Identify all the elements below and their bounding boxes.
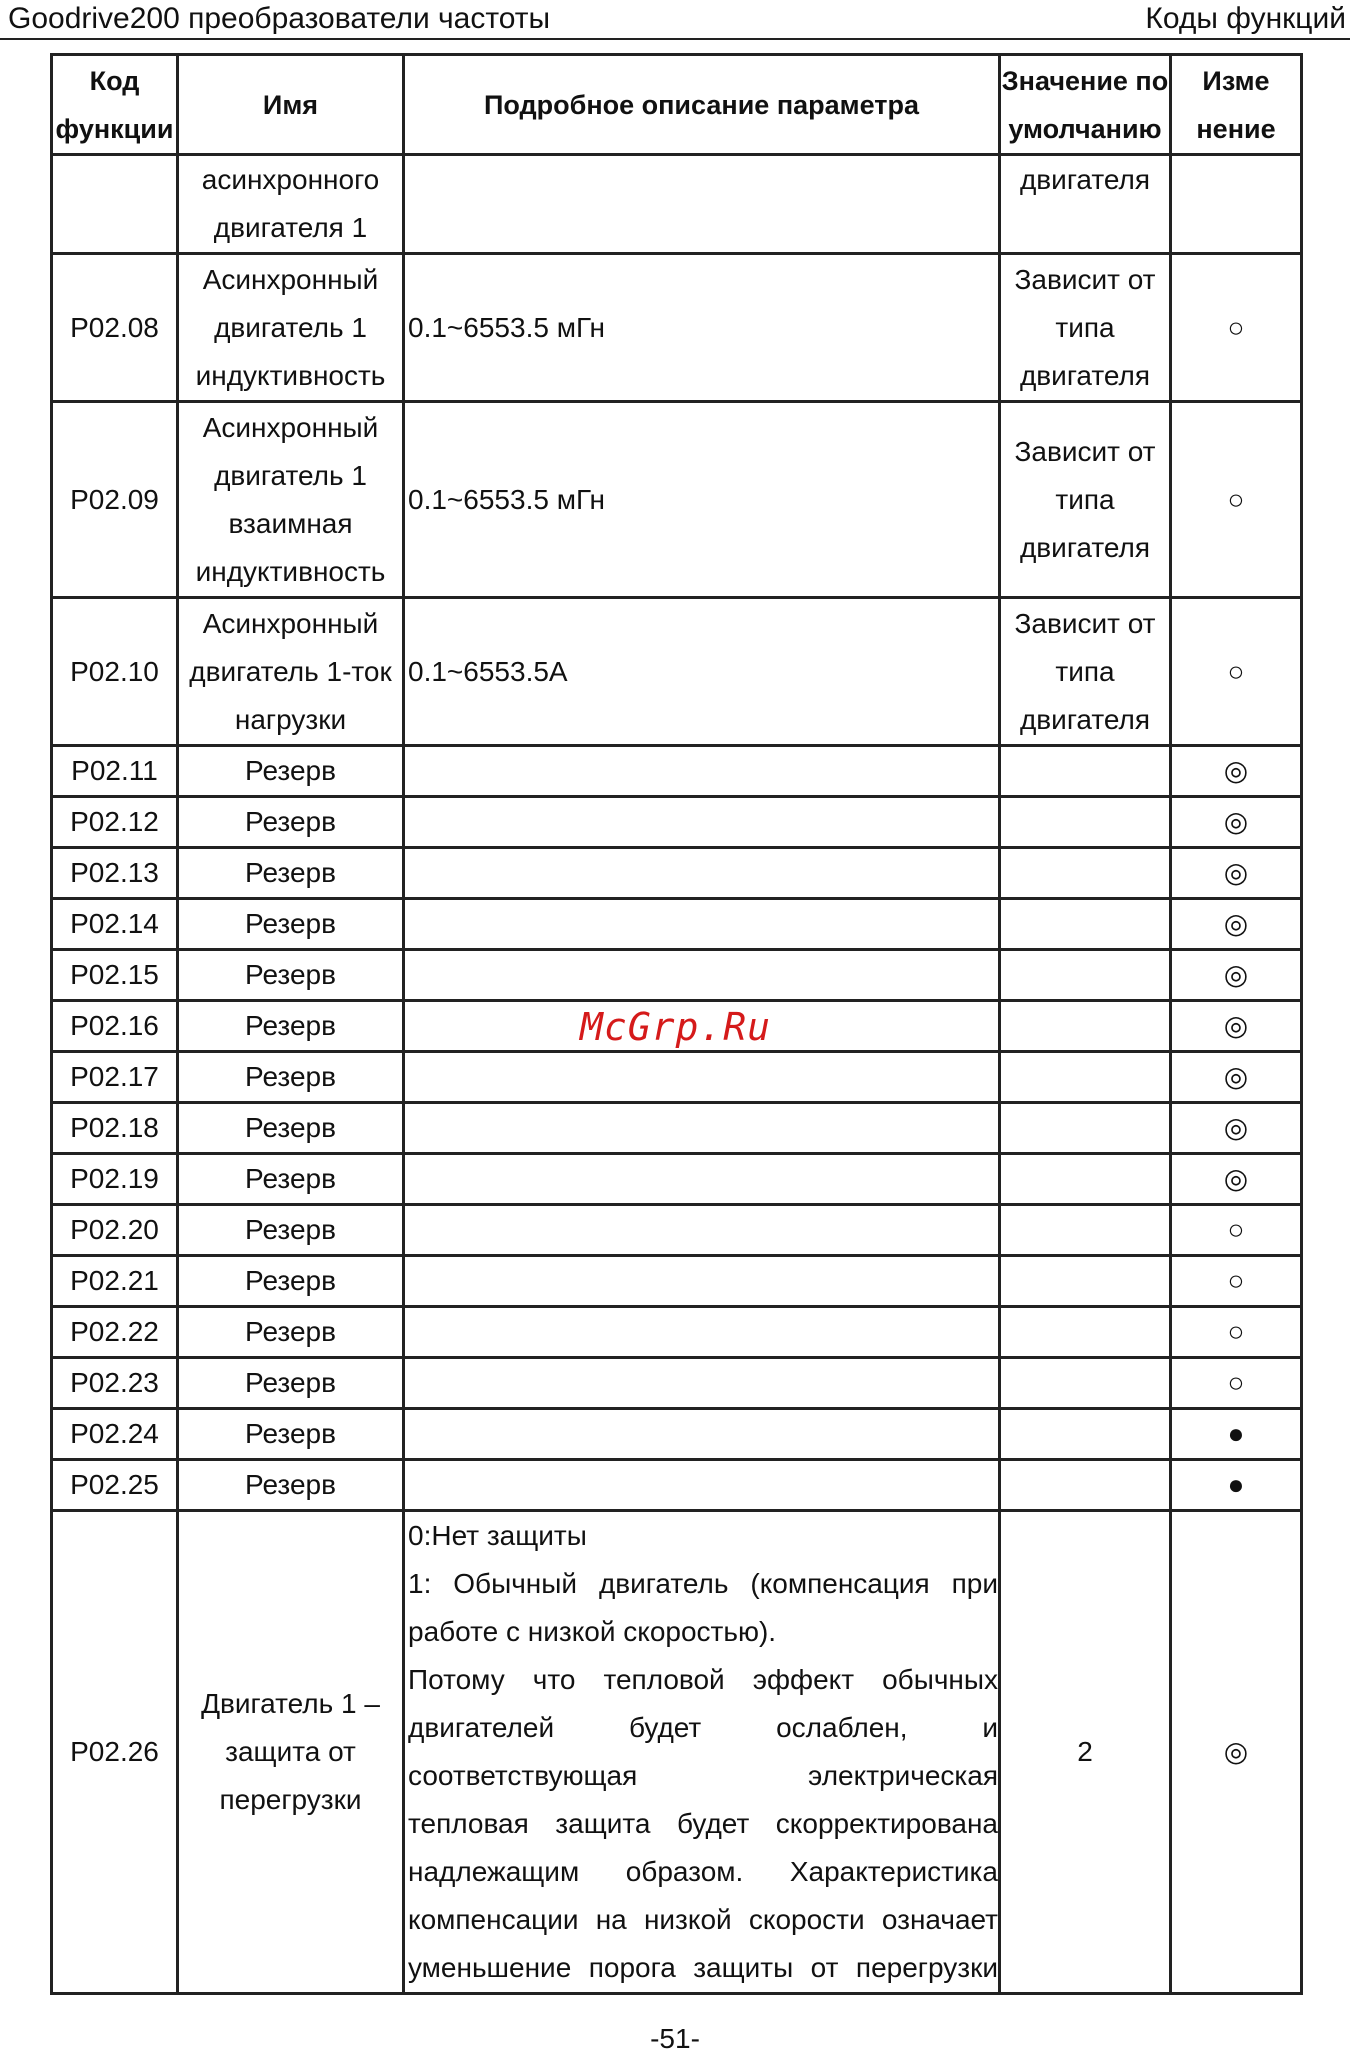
param-name-line: Резерв <box>245 1214 336 1245</box>
param-default <box>1000 848 1171 899</box>
param-name-line: Резерв <box>245 1469 336 1500</box>
param-change-symbol: ○ <box>1171 1307 1302 1358</box>
param-name <box>178 950 404 1001</box>
param-description <box>404 1256 1000 1307</box>
param-description <box>404 155 1000 254</box>
param-default <box>1000 598 1171 746</box>
param-name-line: Резерв <box>245 806 336 837</box>
param-default <box>1000 1052 1171 1103</box>
table-row <box>52 598 1302 746</box>
col-header-change-line: Изме <box>1202 65 1270 96</box>
param-description <box>404 1307 1000 1358</box>
param-code: P02.10 <box>52 598 178 746</box>
param-change-symbol: ◎ <box>1171 797 1302 848</box>
col-header-change-line: нение <box>1196 113 1276 144</box>
manual-title: Goodrive200 преобразователи частоты <box>8 2 551 35</box>
page-header <box>0 0 1350 40</box>
table-row <box>52 746 1302 797</box>
param-change-symbol: ◎ <box>1171 848 1302 899</box>
param-code <box>52 155 178 254</box>
table-row <box>52 797 1302 848</box>
param-default-line: двигателя <box>1019 531 1151 563</box>
desc-line: соответствующая электрическая <box>408 1760 998 1791</box>
col-header-change <box>1171 55 1302 155</box>
param-change-symbol: ○ <box>1171 254 1302 402</box>
param-name-line: защита от <box>225 1736 356 1767</box>
col-header-code <box>52 55 178 155</box>
col-header-description: Подробное описание параметра <box>404 55 1000 155</box>
param-description <box>404 1358 1000 1409</box>
param-name-line: Двигатель 1 – <box>201 1688 380 1719</box>
table-row <box>52 1307 1302 1358</box>
param-name-line: перегрузки <box>219 1784 362 1815</box>
param-change-symbol: ○ <box>1171 1205 1302 1256</box>
table-row <box>52 1409 1302 1460</box>
param-name-line: нагрузки <box>234 703 347 735</box>
param-name-line: Резерв <box>245 1163 336 1194</box>
param-default-line: типа <box>1055 655 1115 687</box>
param-description <box>404 746 1000 797</box>
param-code: P02.21 <box>52 1256 178 1307</box>
param-default-line: Зависит от <box>1014 435 1156 467</box>
param-name <box>178 1358 404 1409</box>
param-code: P02.18 <box>52 1103 178 1154</box>
table-row <box>52 1154 1302 1205</box>
param-name-line: Резерв <box>245 1112 336 1143</box>
section-title: Коды функций <box>1145 2 1346 35</box>
param-description <box>404 848 1000 899</box>
param-change-symbol: ○ <box>1171 402 1302 598</box>
param-name-line: Резерв <box>245 857 336 888</box>
col-header-code-line: Код <box>89 65 140 96</box>
desc-line: уменьшение порога защиты от перегрузки <box>408 1952 998 1983</box>
param-code: P02.20 <box>52 1205 178 1256</box>
param-code: P02.23 <box>52 1358 178 1409</box>
param-change-symbol: ◎ <box>1171 899 1302 950</box>
param-name <box>178 797 404 848</box>
param-name-line: двигатель 1-ток <box>189 655 392 687</box>
param-default <box>1000 402 1171 598</box>
desc-line: двигателей будет ослаблен, и <box>408 1712 998 1743</box>
param-name-line: взаимная <box>228 507 353 539</box>
param-code: P02.17 <box>52 1052 178 1103</box>
param-default-line: Зависит от <box>1014 607 1156 639</box>
desc-line: компенсации на низкой скорости означает <box>408 1904 998 1935</box>
table-row <box>52 1256 1302 1307</box>
param-name-line: двигатель 1 <box>214 311 367 343</box>
param-change-symbol: ◎ <box>1171 950 1302 1001</box>
param-name-line: двигателя 1 <box>213 212 368 243</box>
page-number: -51- <box>650 2023 700 2054</box>
col-header-code-line: функции <box>55 113 174 144</box>
param-default: 2 <box>1000 1511 1171 1994</box>
param-change-symbol: ◎ <box>1171 1001 1302 1052</box>
param-name <box>178 1154 404 1205</box>
table-row <box>52 1052 1302 1103</box>
param-name-line: Резерв <box>245 1061 336 1092</box>
param-name <box>178 1256 404 1307</box>
param-description <box>404 950 1000 1001</box>
param-code: P02.15 <box>52 950 178 1001</box>
param-default <box>1000 1103 1171 1154</box>
param-default <box>1000 254 1171 402</box>
param-name-line: Резерв <box>245 1010 336 1041</box>
param-change-symbol: ◎ <box>1171 1154 1302 1205</box>
param-change-symbol: ◎ <box>1171 1511 1302 1994</box>
param-description <box>404 1154 1000 1205</box>
param-description <box>404 1409 1000 1460</box>
param-default-line: типа <box>1055 483 1115 515</box>
param-default <box>1000 1409 1171 1460</box>
param-default <box>1000 1358 1171 1409</box>
param-name <box>178 1307 404 1358</box>
param-name-line: Резерв <box>245 1316 336 1347</box>
col-header-default-line: умолчанию <box>1008 113 1162 144</box>
desc-line: работе с низкой скоростью). <box>408 1616 777 1647</box>
param-code: P02.14 <box>52 899 178 950</box>
table-row <box>52 1205 1302 1256</box>
param-default <box>1000 1256 1171 1307</box>
param-default-line: двигателя <box>1019 164 1151 195</box>
table-row <box>52 899 1302 950</box>
param-code: P02.26 <box>52 1511 178 1994</box>
table-row-p02-26 <box>52 1511 1302 1994</box>
table-row <box>52 1460 1302 1511</box>
param-name-line: Резерв <box>245 755 336 786</box>
table-row <box>52 950 1302 1001</box>
param-default <box>1000 950 1171 1001</box>
param-change-symbol: ◎ <box>1171 746 1302 797</box>
param-name <box>178 254 404 402</box>
param-name-line: Резерв <box>245 1265 336 1296</box>
param-name <box>178 1205 404 1256</box>
param-name <box>178 1409 404 1460</box>
param-change-symbol: ○ <box>1171 1256 1302 1307</box>
param-code: P02.13 <box>52 848 178 899</box>
table-row <box>52 402 1302 598</box>
param-description: 0.1~6553.5 мГн <box>404 254 1000 402</box>
param-description <box>404 899 1000 950</box>
param-description <box>404 1052 1000 1103</box>
param-code: P02.09 <box>52 402 178 598</box>
param-default <box>1000 155 1171 254</box>
param-name <box>178 402 404 598</box>
param-default <box>1000 1205 1171 1256</box>
param-code: P02.22 <box>52 1307 178 1358</box>
desc-line: тепловая защита будет скорректирована <box>408 1808 998 1839</box>
param-name-line: индуктивность <box>195 359 386 391</box>
param-name <box>178 598 404 746</box>
param-name <box>178 155 404 254</box>
param-name <box>178 1001 404 1052</box>
param-name-line: Резерв <box>245 1418 336 1449</box>
table-row <box>52 254 1302 402</box>
param-name-line: асинхронного <box>201 164 380 195</box>
param-code: P02.08 <box>52 254 178 402</box>
desc-line: 1: Обычный двигатель (компенсация при <box>408 1568 998 1599</box>
desc-line: Потому что тепловой эффект обычных <box>408 1664 998 1695</box>
param-change-symbol: ● <box>1171 1460 1302 1511</box>
param-change-symbol <box>1171 155 1302 254</box>
param-name <box>178 899 404 950</box>
param-default <box>1000 1154 1171 1205</box>
col-header-default <box>1000 55 1171 155</box>
param-name-line: Асинхронный <box>202 263 379 295</box>
param-name-line: индуктивность <box>195 555 386 587</box>
param-default-line: двигателя <box>1019 359 1151 391</box>
col-header-default-line: Значение по <box>1001 65 1169 96</box>
param-name-line: Резерв <box>245 908 336 939</box>
param-default <box>1000 1460 1171 1511</box>
param-default <box>1000 1001 1171 1052</box>
param-name <box>178 746 404 797</box>
param-description: 0.1~6553.5 мГн <box>404 402 1000 598</box>
param-change-symbol: ● <box>1171 1409 1302 1460</box>
param-description: 0.1~6553.5A <box>404 598 1000 746</box>
param-default <box>1000 746 1171 797</box>
desc-line: 0:Нет защиты <box>408 1520 587 1551</box>
param-code: P02.11 <box>52 746 178 797</box>
col-header-name: Имя <box>178 55 404 155</box>
param-default-line: типа <box>1055 311 1115 343</box>
table-header-row <box>52 55 1302 155</box>
param-default <box>1000 797 1171 848</box>
param-name <box>178 1052 404 1103</box>
param-change-symbol: ○ <box>1171 598 1302 746</box>
table-row <box>52 1358 1302 1409</box>
param-change-symbol: ◎ <box>1171 1052 1302 1103</box>
param-description <box>404 1205 1000 1256</box>
param-change-symbol: ◎ <box>1171 1103 1302 1154</box>
param-description <box>404 1460 1000 1511</box>
param-name-line: Резерв <box>245 1367 336 1398</box>
param-default-line: двигателя <box>1019 703 1151 735</box>
param-name <box>178 848 404 899</box>
table-row <box>52 848 1302 899</box>
param-name-line: двигатель 1 <box>214 459 367 491</box>
param-code: P02.19 <box>52 1154 178 1205</box>
param-description <box>404 1103 1000 1154</box>
param-name-line: Асинхронный <box>202 607 379 639</box>
param-change-symbol: ○ <box>1171 1358 1302 1409</box>
param-name-line: Резерв <box>245 959 336 990</box>
param-code: P02.12 <box>52 797 178 848</box>
table-row <box>52 1103 1302 1154</box>
param-code: P02.24 <box>52 1409 178 1460</box>
param-description <box>404 797 1000 848</box>
param-default <box>1000 899 1171 950</box>
table-row <box>52 155 1302 254</box>
param-name <box>178 1460 404 1511</box>
param-name <box>178 1103 404 1154</box>
param-default-line: Зависит от <box>1014 263 1156 295</box>
param-default <box>1000 1307 1171 1358</box>
param-code: P02.25 <box>52 1460 178 1511</box>
param-name-line: Асинхронный <box>202 411 379 443</box>
param-name <box>178 1511 404 1994</box>
desc-line: надлежащим образом. Характеристика <box>408 1856 998 1887</box>
param-description <box>404 1511 1000 1994</box>
watermark: McGrp.Ru <box>580 1005 772 1049</box>
param-code: P02.16 <box>52 1001 178 1052</box>
